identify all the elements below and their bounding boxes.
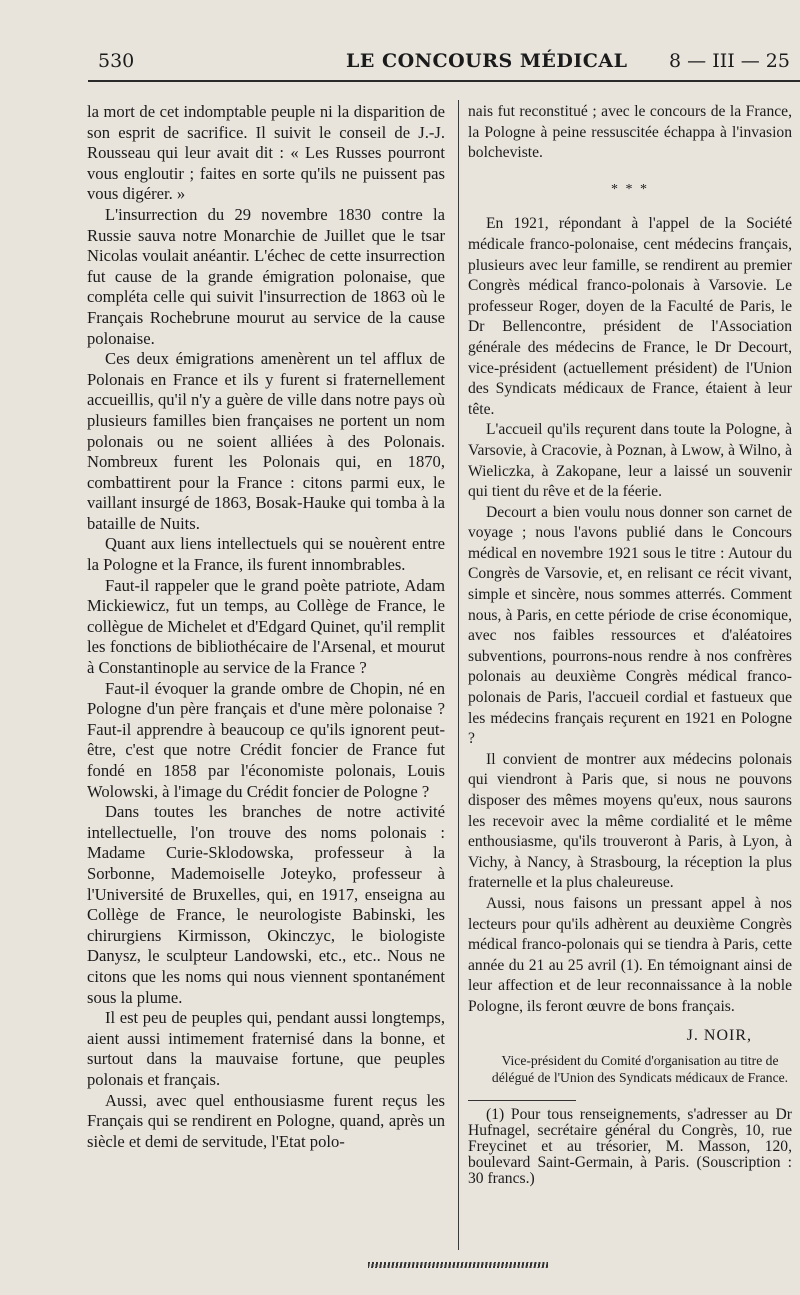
right-column [468, 102, 792, 1187]
paragraph: la mort de cet indomptable peuple ni la disparition de son esprit de sacrifice. Il suivit le conseil de J.-J. Rousseau qui leur avait dit : « Les Russes pourront vous engloutir ; faites en sorte qu'ils ne puissent pas vous digérer. » [87, 102, 445, 204]
section-separator: * * * [611, 181, 649, 197]
signature-title: Vice-président du Comité d'organisation au titre de délégué de l'Union des Syndicats médicaux de France. [491, 1053, 789, 1086]
end-ornament [368, 1262, 548, 1268]
paragraph: En 1921, répondant à l'appel de la Société médicale franco-polonaise, cent médecins français, plusieurs avec leur famille, se rendirent au premier Congrès médical franco-polonais à Varsovie. Le professeur Roger, doyen de la Faculté de Paris, le Dr Bellencontre, président de l'Association générale des médecins de France, le Dr Decourt, vice-président (actuellement président) de l'Union des Syndicats médicaux de France, étaient à leur tête. [468, 215, 792, 418]
signature-name: J. NOIR, [686, 1026, 752, 1044]
paragraph: L'accueil qu'ils reçurent dans toute la Pologne, à Varsovie, à Cracovie, à Poznan, à Lwow, à Wilno, à Wieliczka, à Zakopane, leur a laissé un souvenir qui tient du rêve et de la féerie. [468, 421, 792, 501]
journal-title: LE CONCOURS MÉDICAL [346, 50, 628, 72]
paragraph: Dans toutes les branches de notre activité intellectuelle, l'on trouve des noms polonais : Madame Curie-Sklodowska, professeur à la Sorbonne, Mademoiselle Joteyko, professeur à l'Université de Bruxelles, qui, en 1917, enseigna au Collège de France, le neurologiste Babinski, les chirurgiens Kirmisson, Okinczyc, le biologiste Danysz, le sculpteur Landowski, etc., etc.. Nous ne citons que les noms qui nous viennent spontanément sous la plume. [87, 802, 445, 1007]
paragraph: Aussi, avec quel enthousiasme furent reçus les Français qui se rendirent en Pologne, quand, après un siècle et demi de servitude, l'Etat polo- [87, 1090, 445, 1151]
footnote-rule [468, 1100, 576, 1101]
paragraph: Il est peu de peuples qui, pendant aussi longtemps, aient aussi intimement fraternisé dans la bonne, et surtout dans la mauvaise fortune, que peuples polonais et français. [87, 1008, 445, 1089]
page-header [98, 50, 790, 80]
issue-date: 8 — III — 25 [669, 50, 790, 72]
paragraph: Faut-il rappeler que le grand poète patriote, Adam Mickiewicz, fut un temps, au Collège de France, le collègue de Michelet et d'Edgard Quinet, qu'il remplit les fonctions de bibliothécaire de l'Arsenal, et mourut à Constantinople au service de la France ? [87, 575, 445, 678]
page-number: 530 [98, 50, 135, 72]
footnote: (1) Pour tous renseignements, s'adresser au Dr Hufnagel, secrétaire général du Congrès, 10, rue Freycinet et au trésorier, M. Masson, 120, boulevard Saint-Germain, à Paris. (Souscription : 30 francs.) [468, 1106, 792, 1188]
paragraph: L'insurrection du 29 novembre 1830 contre la Russie sauva notre Monarchie de Juillet que le tsar Nicolas voulait anéantir. L'échec de cette insurrection fut cause de la grande émigration polonaise, que compléta celle qui suivit l'insurrection de 1863 où le Français Rochebrune mourut au service de la cause polonaise. [87, 204, 445, 348]
paragraph: Quant aux liens intellectuels qui se nouèrent entre la Pologne et la France, ils furent innombrables. [87, 534, 445, 575]
left-column [87, 102, 445, 1152]
paragraph: Faut-il évoquer la grande ombre de Chopin, né en Pologne d'un père français et d'une mère polonaise ? Faut-il apprendre à beaucoup ce qu'ils ignorent peut-être, c'est que notre Crédit foncier de France fut fondé en 1858 par l'économiste polonais, Louis Wolowski, à l'image du Crédit foncier de Pologne ? [87, 678, 445, 801]
paragraph: Aussi, nous faisons un pressant appel à nos lecteurs pour qu'ils adhèrent au deuxième Congrès médical franco-polonais qui se tiendra à Paris, cette année du 21 au 25 avril (1). En témoignant ainsi de leur affection et de leur reconnaissance à la noble Pologne, ils feront œuvre de bons français. [468, 894, 792, 1015]
paragraph: Decourt a bien voulu nous donner son carnet de voyage ; nous l'avons publié dans le Concours médical en novembre 1921 sous le titre : Autour du Congrès de Varsovie, et, en relisant ce récit vivant, simple et sincère, nous sommes atterrés. Comment nous, à Paris, en cette période de crise économique, avec nos faibles ressources et d'aléatoires subventions, pourrons-nous rendre à nos confrères polonais au deuxième Congrès médical franco-polonais de Paris, l'accueil cordial et fastueux que les médecins français reçurent en 1921 en Pologne ? [468, 503, 792, 748]
column-separator [458, 100, 459, 1250]
paragraph: nais fut reconstitué ; avec le concours de la France, la Pologne à peine ressuscitée échappa à l'invasion bolcheviste. [468, 103, 792, 162]
paragraph: Il convient de montrer aux médecins polonais qui viendront à Paris que, si nous ne pouvons disposer des mêmes moyens qu'eux, nous saurons les recevoir avec la même cordialité et le même enthousiasme, qu'ils trouveront à Paris, à Lyon, à Vichy, à Nancy, à Strasbourg, la réception la plus fraternelle et la plus chaleureuse. [468, 750, 792, 892]
paragraph: Ces deux émigrations amenèrent un tel afflux de Polonais en France et ils y furent si fraternellement accueillis, qu'il n'y a guère de ville dans notre pays où plusieurs familles bien françaises ne portent un nom polonais ou ne soient alliées à des Polonais. Nombreux furent les Polonais qui, en 1870, combattirent pour la France : citons parmi eux, le vaillant insurgé de 1863, Bosak-Hauke qui tomba à la bataille de Nuits. [87, 349, 445, 533]
header-rule [88, 80, 800, 82]
